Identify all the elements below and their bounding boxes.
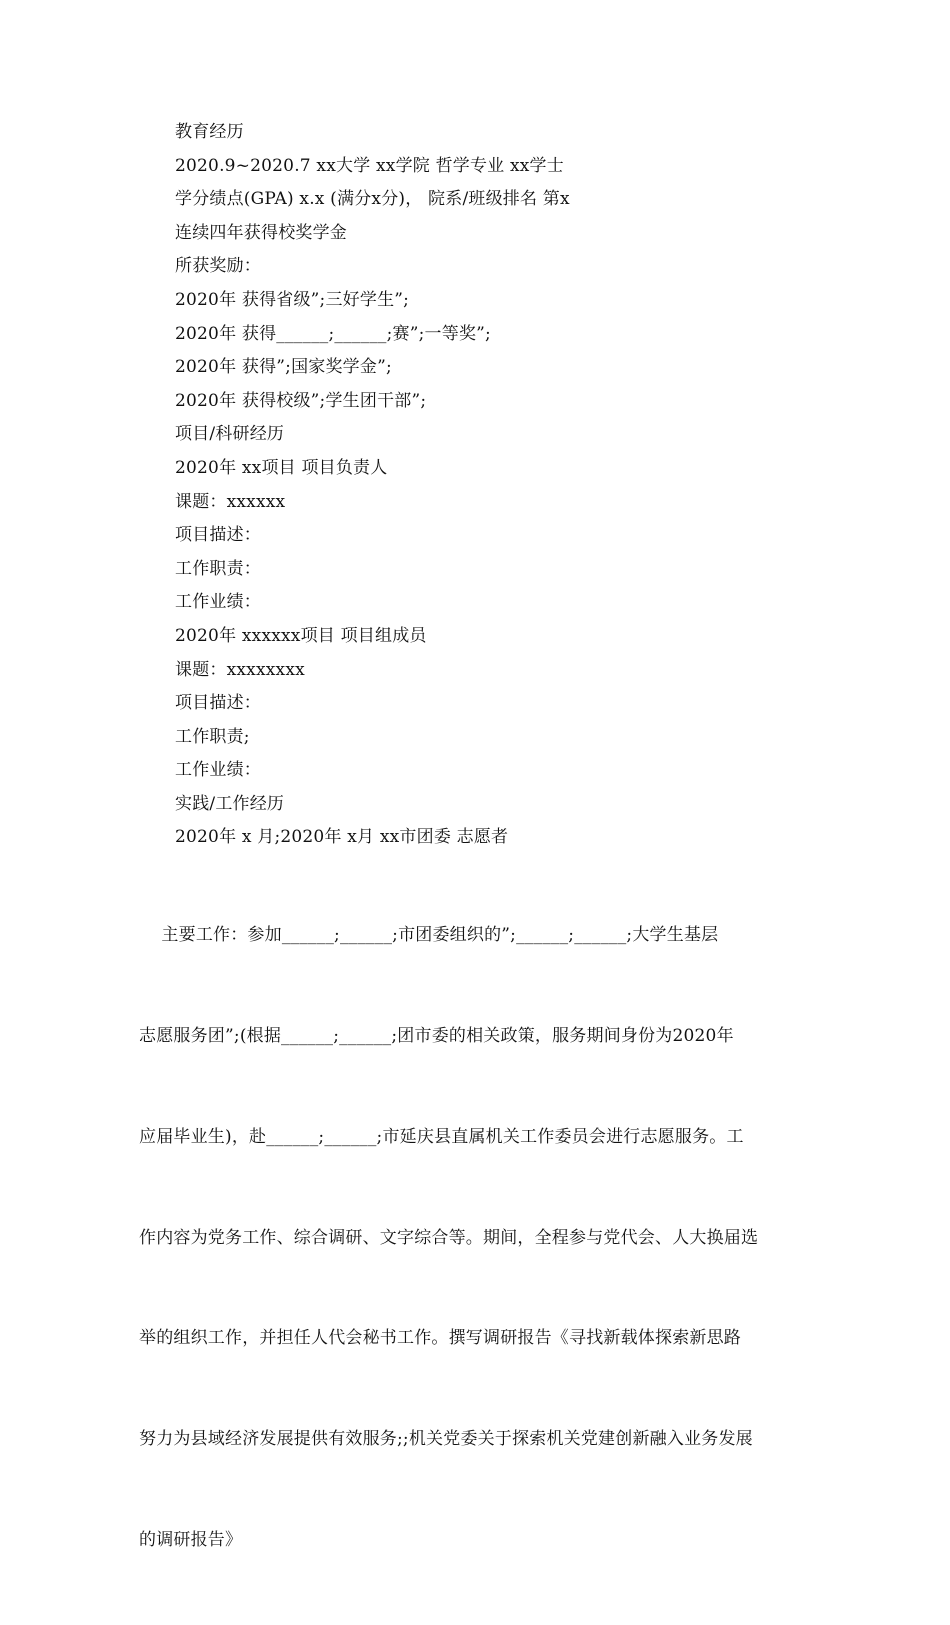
project-duties-label: 工作职责; xyxy=(175,726,250,747)
award-item: 2020年 获得”;国家奖学金”; xyxy=(175,357,392,378)
section-heading-practice: 实践/工作经历 xyxy=(175,793,285,814)
paragraph-line: 举的组织工作，并担任人代会秘书工作。撰写调研报告《寻找新载体探索新思路 xyxy=(139,1328,741,1349)
project-results-label: 工作业绩： xyxy=(175,760,261,781)
award-item: 2020年 获得______;______;赛”;一等奖”; xyxy=(175,323,491,344)
work-description-paragraph xyxy=(139,852,814,1625)
paragraph-line: 志愿服务团”;(根据______;______;团市委的相关政策，服务期间身份为2020年 xyxy=(139,1025,734,1046)
paragraph-line: 作内容为党务工作、综合调研、文字综合等。期间，全程参与党代会、人大换届选 xyxy=(139,1227,759,1248)
paragraph-line: 的调研报告》 xyxy=(139,1529,243,1550)
section-heading-education: 教育经历 xyxy=(175,122,244,142)
gpa-line: 学分绩点(GPA) x.x (满分x分)， 院系/班级排名 第x xyxy=(175,189,570,210)
project-description-label: 项目描述： xyxy=(175,693,261,714)
resume-lines xyxy=(175,116,815,855)
project-topic: 课题：xxxxxx xyxy=(175,491,286,512)
paragraph-line: 努力为县域经济发展提供有效服务;;机关党委关于探索机关党建创新融入业务发展 xyxy=(139,1429,753,1450)
awards-heading: 所获奖励： xyxy=(175,256,261,277)
project-description-label: 项目描述： xyxy=(175,525,261,546)
award-item: 2020年 获得省级”;三好学生”; xyxy=(175,289,410,310)
project-topic: 课题：xxxxxxxx xyxy=(175,659,305,680)
paragraph-line: 主要工作：参加______;______;市团委组织的”;______;______;大学生基层 xyxy=(139,925,719,946)
practice-entry: 2020年 x 月;2020年 x月 xx市团委 志愿者 xyxy=(175,827,509,848)
project-entry: 2020年 xxxxxx项目 项目组成员 xyxy=(175,625,427,646)
award-item: 2020年 获得校级”;学生团干部”; xyxy=(175,390,427,411)
project-results-label: 工作业绩： xyxy=(175,592,261,613)
project-entry: 2020年 xx项目 项目负责人 xyxy=(175,457,388,478)
education-entry: 2020.9~2020.7 xx大学 xx学院 哲学专业 xx学士 xyxy=(175,155,564,176)
paragraph-line: 应届毕业生)，赴______;______;市延庆县直属机关工作委员会进行志愿服务。工 xyxy=(139,1126,744,1147)
scholarship-line: 连续四年获得校奖学金 xyxy=(175,222,347,243)
project-duties-label: 工作职责： xyxy=(175,558,261,579)
section-heading-projects: 项目/科研经历 xyxy=(175,424,285,445)
